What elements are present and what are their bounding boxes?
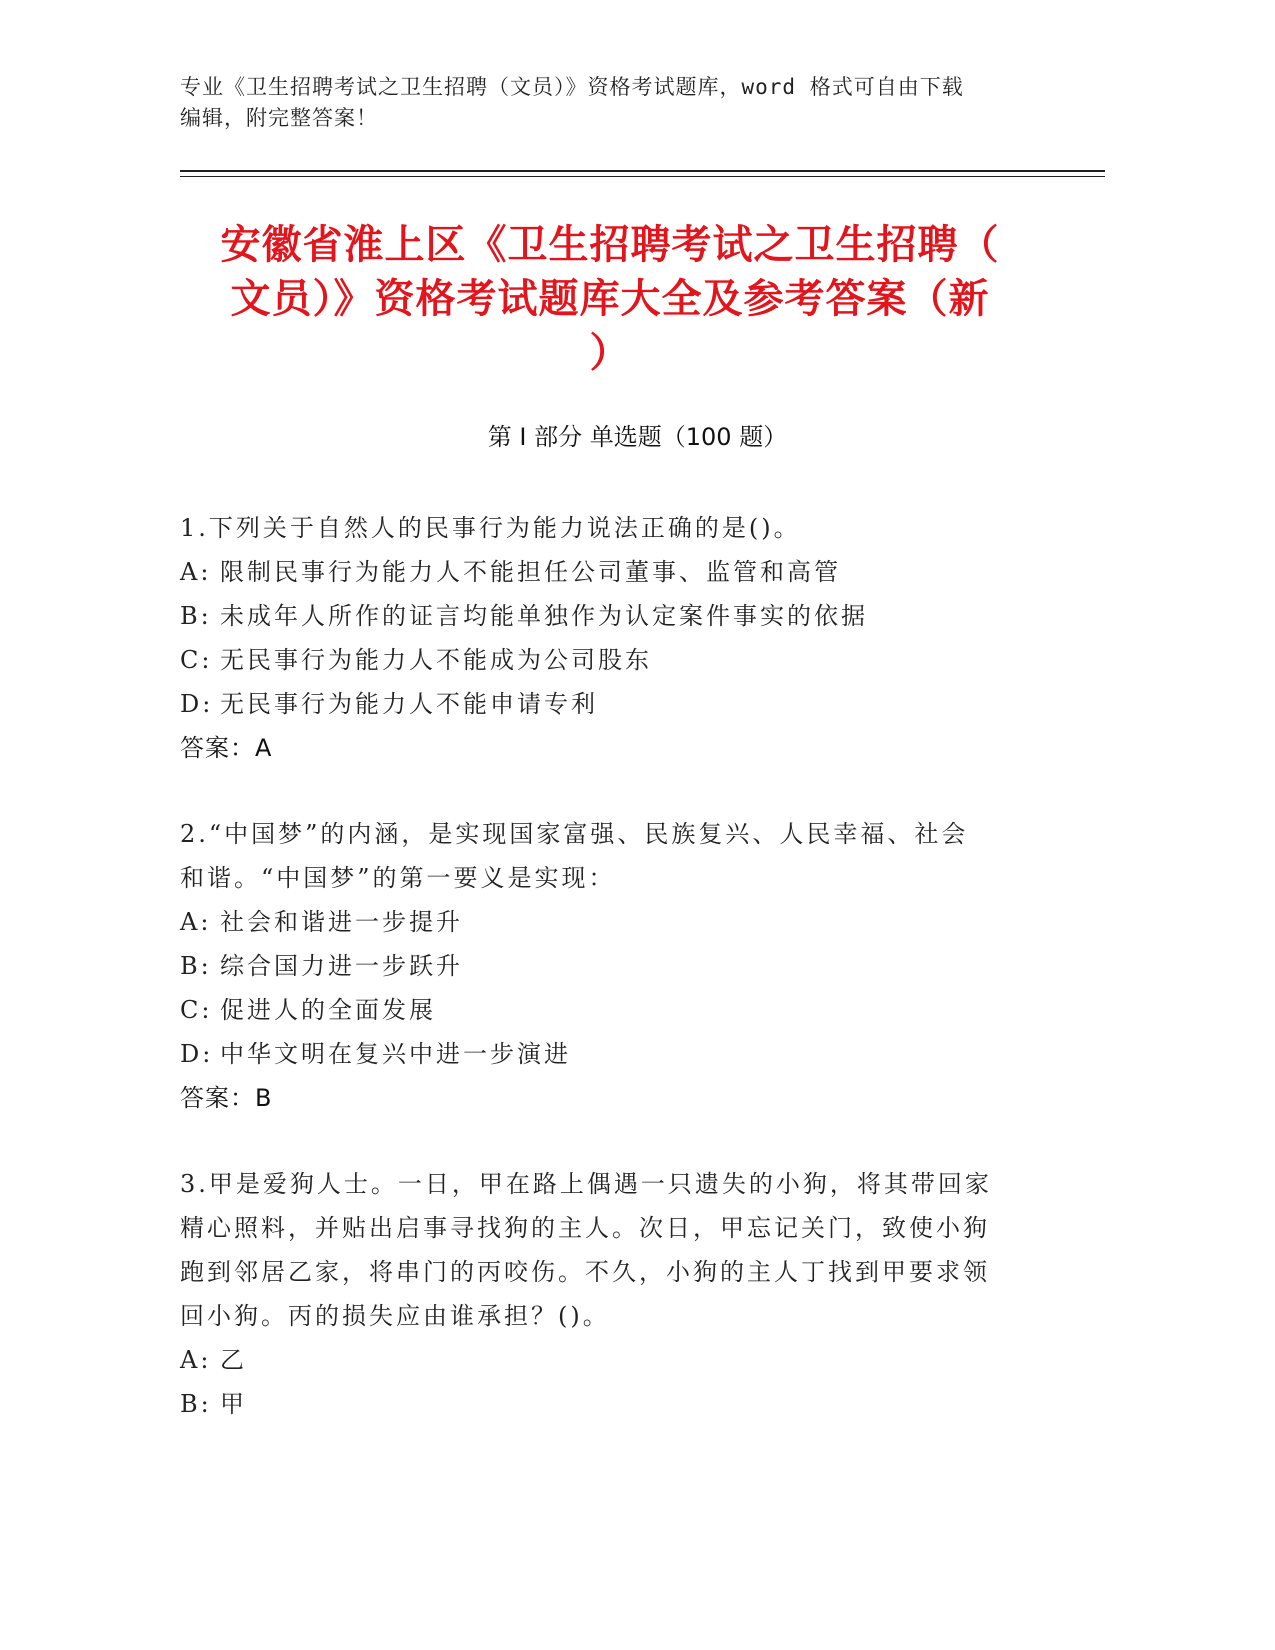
option-key: A:: [180, 1346, 212, 1374]
question-stem: 跑到邻居乙家，将串门的丙咬伤。不久，小狗的主人丁找到甲要求领: [180, 1258, 990, 1286]
option-a: [180, 1338, 1050, 1382]
question-item: [180, 812, 1050, 1120]
question-stem: 回小狗。丙的损失应由谁承担？()。: [180, 1302, 610, 1330]
option-text: 无民事行为能力人不能成为公司股东: [220, 646, 652, 674]
option-c: [180, 638, 1050, 682]
option-text: 中华文明在复兴中进一步演进: [220, 1040, 571, 1068]
header-note-line: 专业《卫生招聘考试之卫生招聘（文员）》资格考试题库，word 格式可自由下载: [180, 75, 964, 99]
question-stem: 3.甲是爱狗人士。一日，甲在路上偶遇一只遗失的小狗，将其带回家: [180, 1170, 992, 1198]
option-text: 促进人的全面发展: [220, 996, 436, 1024]
option-text: 综合国力进一步跃升: [220, 952, 463, 980]
option-key: B:: [180, 952, 212, 980]
question-stem: 精心照料，并贴出启事寻找狗的主人。次日，甲忘记关门，致使小狗: [180, 1214, 990, 1242]
header-note-line: 编辑，附完整答案！: [180, 106, 378, 130]
option-text: 甲: [220, 1390, 247, 1418]
header-divider: [180, 170, 1105, 172]
question-stem: 和谐。“中国梦”的第一要义是实现：: [180, 864, 616, 892]
answer-value: A: [255, 734, 273, 762]
question-item: [180, 1162, 1050, 1426]
question-stem: 1.下列关于自然人的民事行为能力说法正确的是()。: [180, 514, 801, 542]
option-text: 乙: [220, 1346, 247, 1374]
option-b: [180, 944, 1050, 988]
option-d: [180, 682, 1050, 726]
option-key: A:: [180, 908, 212, 936]
title-line: ）: [589, 330, 631, 376]
document-title: [170, 218, 1050, 380]
title-line: 文员）》资格考试题库大全及参考答案（新: [230, 276, 990, 322]
option-key: C:: [180, 646, 213, 674]
option-b: [180, 594, 1050, 638]
answer-line: [180, 726, 1050, 770]
option-d: [180, 1032, 1050, 1076]
option-text: 限制民事行为能力人不能担任公司董事、监管和高管: [220, 558, 841, 586]
option-b: [180, 1382, 1050, 1426]
question-list: [180, 506, 1050, 1468]
answer-line: [180, 1076, 1050, 1120]
answer-label: 答案：: [180, 734, 255, 762]
option-c: [180, 988, 1050, 1032]
header-note: [180, 72, 1050, 134]
header-divider-thin: [180, 176, 1105, 177]
title-line: 安徽省淮上区《卫生招聘考试之卫生招聘（: [220, 222, 1000, 268]
option-text: 无民事行为能力人不能申请专利: [220, 690, 598, 718]
question-stem: 2.“中国梦”的内涵，是实现国家富强、民族复兴、人民幸福、社会: [180, 820, 969, 848]
option-a: [180, 900, 1050, 944]
option-key: D:: [180, 690, 214, 718]
answer-label: 答案：: [180, 1084, 255, 1112]
option-key: D:: [180, 1040, 214, 1068]
option-key: B:: [180, 602, 212, 630]
option-key: A:: [180, 558, 212, 586]
option-key: B:: [180, 1390, 212, 1418]
option-text: 社会和谐进一步提升: [220, 908, 463, 936]
option-a: [180, 550, 1050, 594]
question-item: [180, 506, 1050, 770]
answer-value: B: [255, 1084, 273, 1112]
option-text: 未成年人所作的证言均能单独作为认定案件事实的依据: [220, 602, 868, 630]
option-key: C:: [180, 996, 213, 1024]
section-heading: 第 I 部分 单选题（100 题）: [487, 423, 788, 451]
